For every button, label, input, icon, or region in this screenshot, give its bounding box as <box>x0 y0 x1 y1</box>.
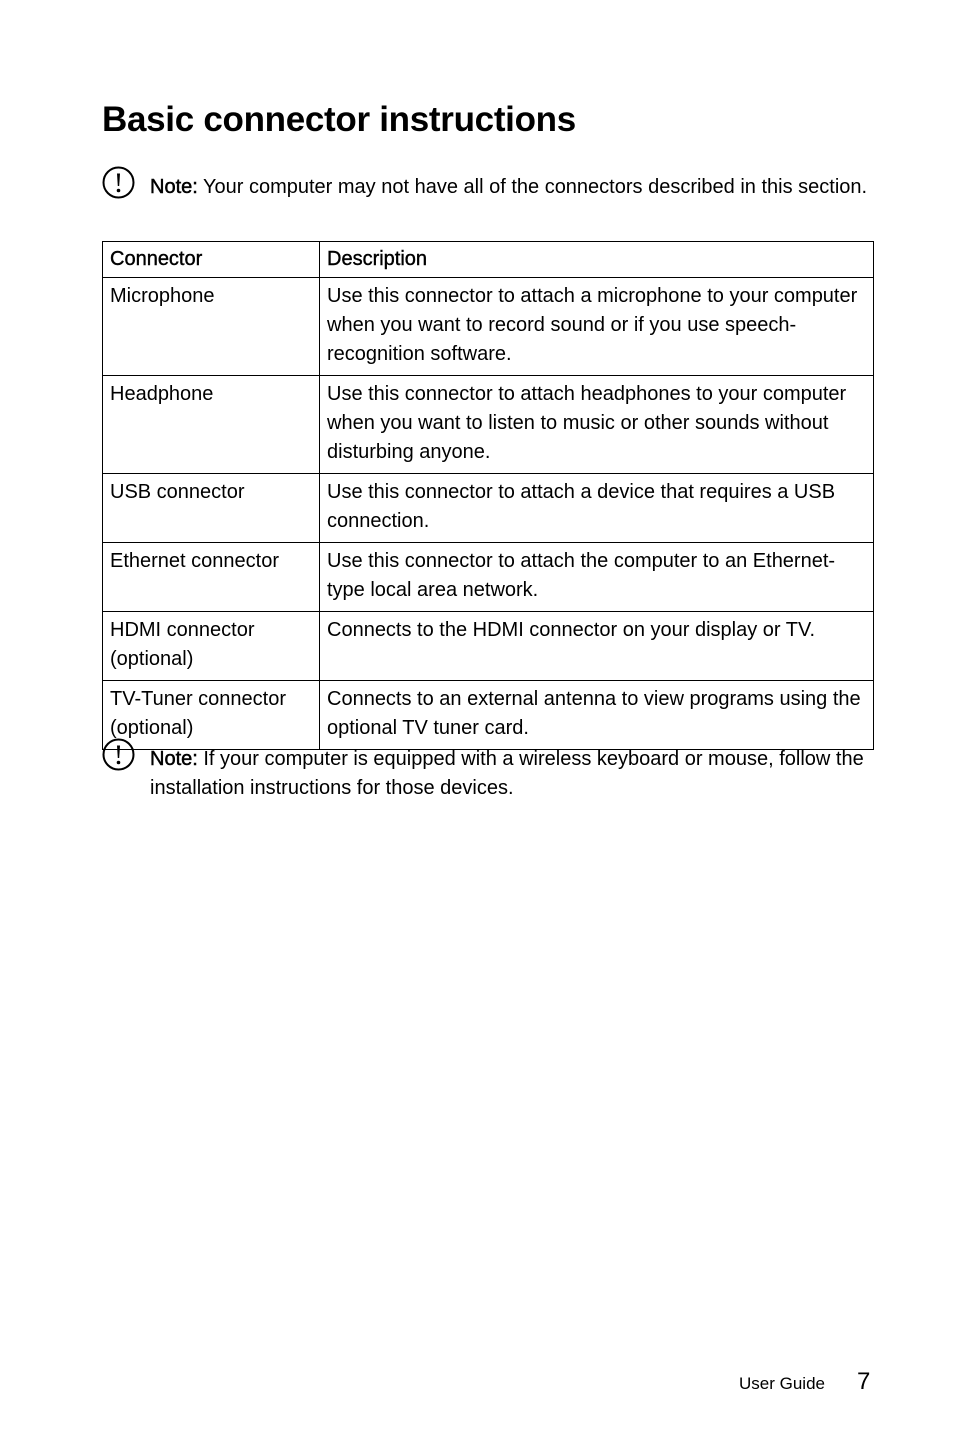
connector-cell: HDMI connector (optional) <box>103 612 320 681</box>
table-row <box>103 474 874 543</box>
connector-cell: Headphone <box>103 376 320 474</box>
description-cell: Use this connector to attach headphones to your computer when you want to listen to music or other sounds without disturbing anyone. <box>320 376 874 474</box>
connector-cell: TV-Tuner connector (optional) <box>103 681 320 750</box>
description-cell: Connects to an external antenna to view programs using the optional TV tuner card. <box>320 681 874 750</box>
column-header-description: Description <box>320 242 874 278</box>
table-row <box>103 543 874 612</box>
connector-cell: USB connector <box>103 474 320 543</box>
alert-circle-icon <box>102 738 135 771</box>
note-label: Note: <box>150 176 198 198</box>
footer-label: User Guide <box>739 1374 825 1393</box>
table-row <box>103 376 874 474</box>
note-text <box>150 745 872 803</box>
table-row <box>103 278 874 376</box>
connector-cell: Microphone <box>103 278 320 376</box>
description-cell: Use this connector to attach a microphone to your computer when you want to record sound or if you use speech-recognition software. <box>320 278 874 376</box>
note-body: Your computer may not have all of the connectors described in this section. <box>197 176 868 198</box>
note-text <box>150 173 872 202</box>
description-cell: Connects to the HDMI connector on your display or TV. <box>320 612 874 681</box>
description-cell: Use this connector to attach a device that requires a USB connection. <box>320 474 874 543</box>
note-label: Note: <box>150 748 198 770</box>
table-row <box>103 681 874 750</box>
page-title: Basic connector instructions <box>102 100 576 139</box>
alert-circle-icon <box>102 166 135 199</box>
column-header-connector: Connector <box>103 242 320 278</box>
page-number: 7 <box>857 1368 871 1395</box>
table-header-row <box>103 242 874 278</box>
description-cell: Use this connector to attach the computer to an Ethernet-type local area network. <box>320 543 874 612</box>
table-row <box>103 612 874 681</box>
note-body: If your computer is equipped with a wireless keyboard or mouse, follow the installation instructions for those devices. <box>150 748 864 799</box>
connector-cell: Ethernet connector <box>103 543 320 612</box>
connector-table <box>102 241 874 750</box>
